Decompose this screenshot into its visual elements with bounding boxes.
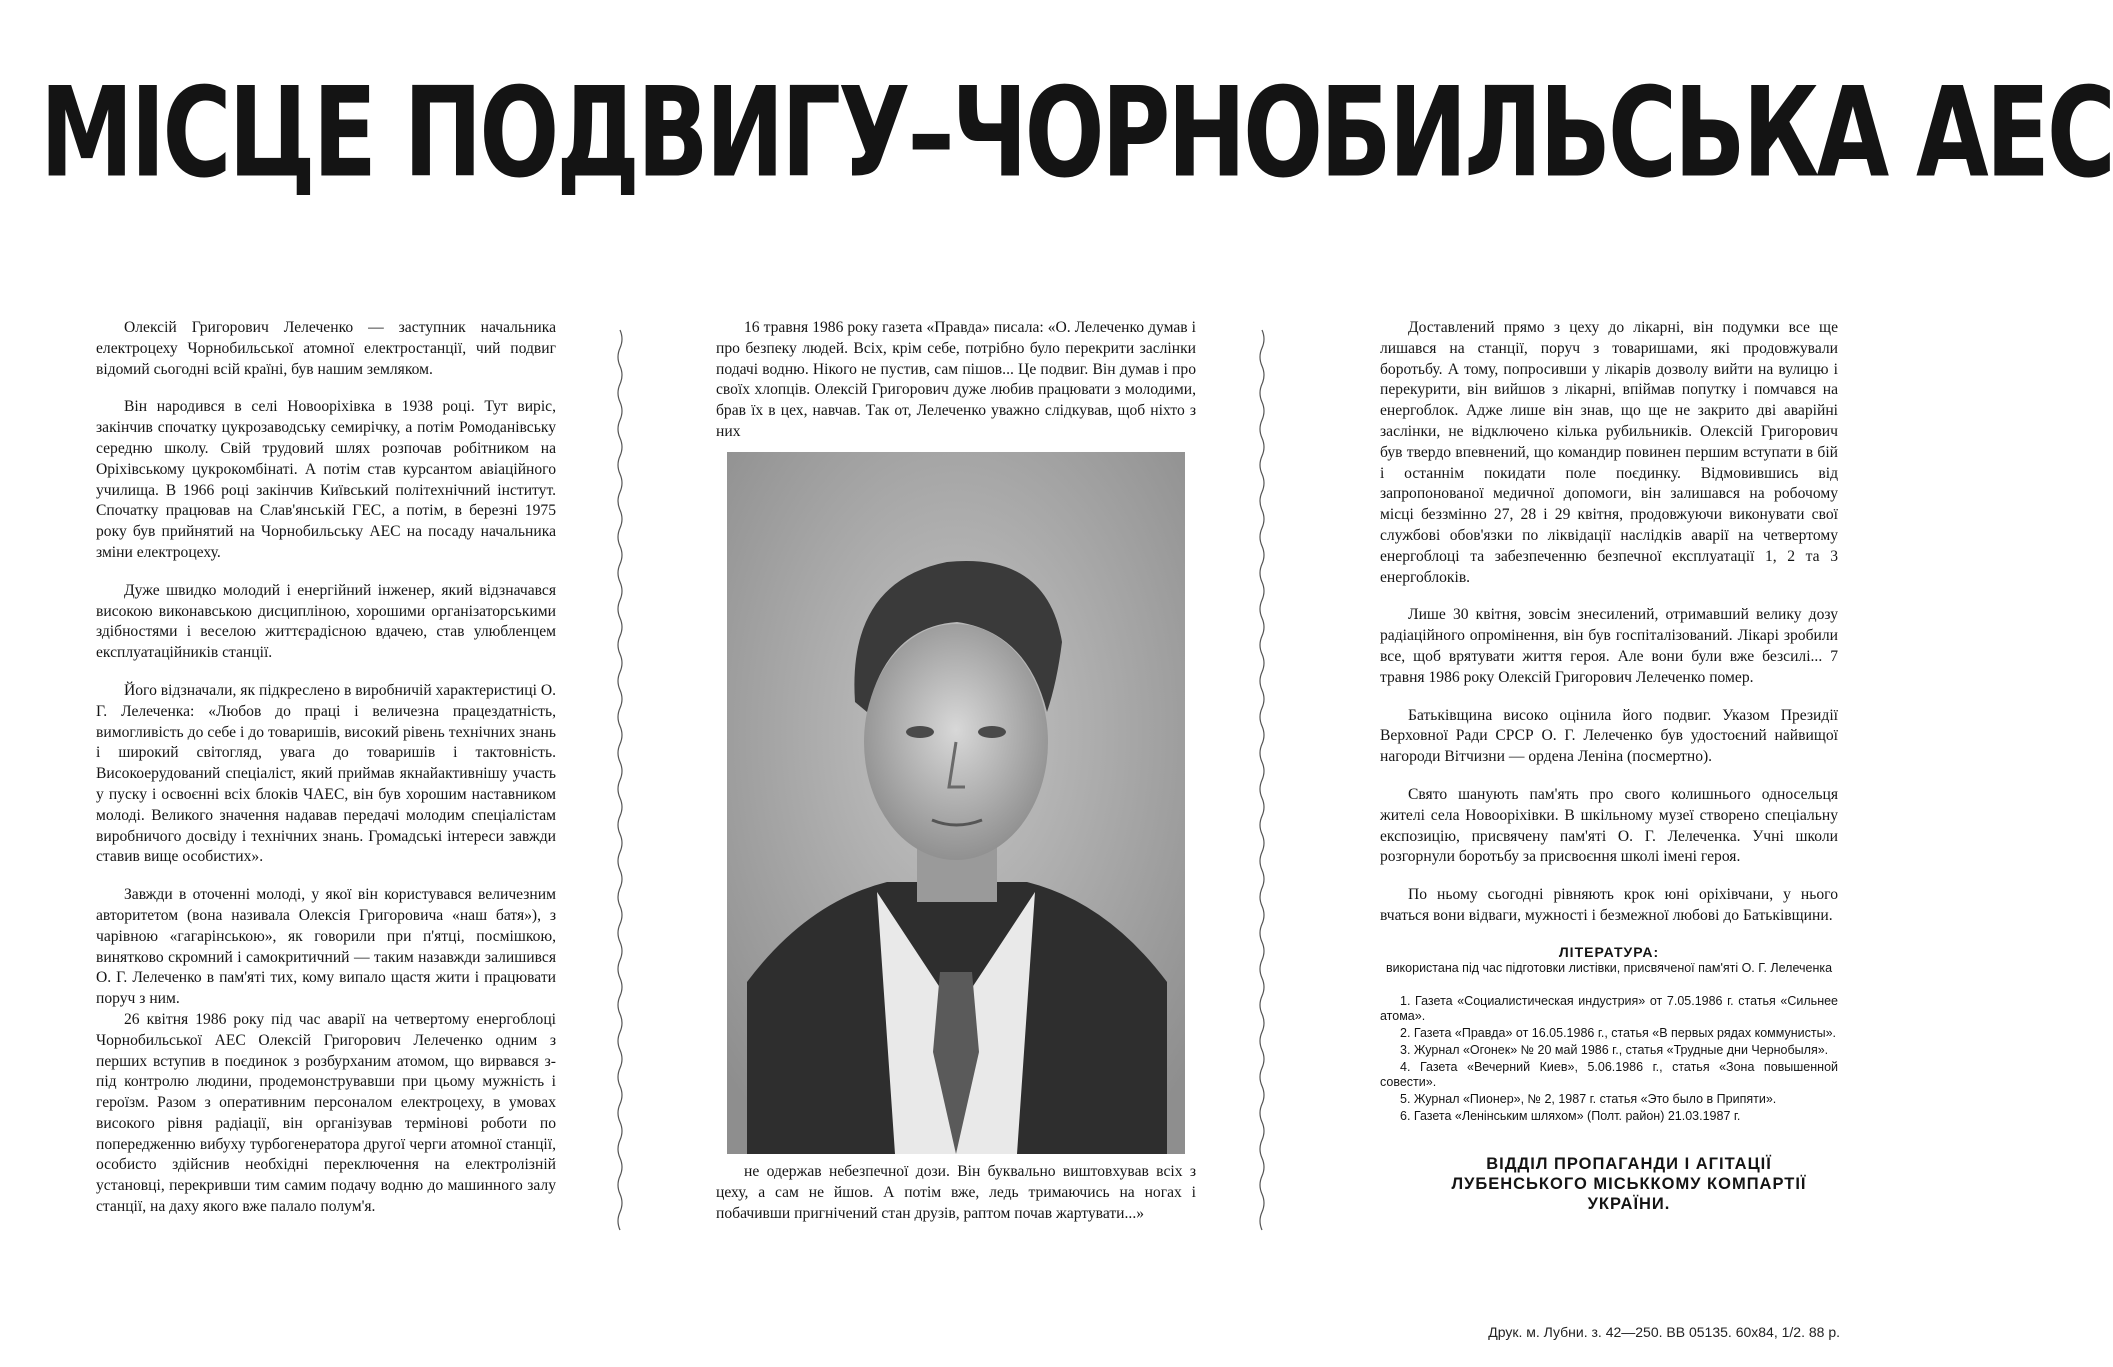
- paragraph: 16 травня 1986 року газета «Правда» писала: «О. Лелеченко думав і про безпеку людей. Всіх, крім себе, потрібно було перекрити заслінки подачі водню. Нікого не пустив, сам пішов... Це подвиг. Він думав і про своїх хлопців. Олексій Григорович дуже любив працювати з молодими, брав їх в цех, навчав. Так от, Лелеченко уважно слідкував, щоб ніхто з них: [716, 319, 1196, 440]
- wavy-divider-right: [1256, 330, 1268, 1230]
- literature-item: 3. Журнал «Огонек» № 20 май 1986 г., статья «Трудные дни Чернобыля».: [1400, 1042, 1829, 1057]
- paragraph: Його відзначали, як підкреслено в виробничій характеристиці О. Г. Лелеченка: «Любов до праці і величезна працездатність, вимогливість до себе і до товаришів, високий рівень технічних знань і широкий світогляд, увага до товаришів і тактовність. Високоерудований спеціаліст, який приймав якнайактивнішу участь у пуску і освоєнні всіх блоків ЧАЕС, він був хорошим наставником молоді. Великого значення надавав передачі молодим спеціалістам виробничого досвіду і технічних знань. Громадські інтереси завжди ставив вище особистих».: [96, 681, 556, 866]
- left-column: [96, 318, 556, 1235]
- print-imprint: Друк. м. Лубни. з. 42—250. ВВ 05135. 60х84, 1/2. 88 р.: [1488, 1324, 1840, 1340]
- paragraph: Батьківщина високо оцінила його подвиг. Указом Президії Верховної Ради СРСР О. Г. Лелеченко був удостоєний найвищої нагороди Вітчизни — ордена Леніна (посмертно).: [1380, 706, 1838, 766]
- literature-section: [1380, 944, 1838, 1124]
- paragraph: не одержав небезпечної дози. Він буквально виштовхував всіх з цеху, а сам не йшов. А потім вже, ледь тримаючись на ногах і побачивши пригнічений стан друзів, раптом почав жартувати...»: [716, 1163, 1196, 1222]
- middle-column-top: [716, 318, 1196, 460]
- poster-title: МІСЦЕ ПОДВИГУ–ЧОРНОБИЛЬСЬКА АЕС: [40, 62, 2113, 206]
- literature-item: 6. Газета «Ленінським шляхом» (Полт. район) 21.03.1987 г.: [1400, 1108, 1741, 1123]
- literature-item: 4. Газета «Вечерний Киев», 5.06.1986 г., статья «Зона повышенной совести».: [1380, 1059, 1838, 1089]
- paragraph: Завжди в оточенні молоді, у якої він користувався величезним авторитетом (вона називала Олексія Григоровича «наш батя»), з чарівною «гагарінською», як говорили при п'ятці, посмішкою, винятково скромний і самокритичний — таким назавжди залишився О. Г. Лелеченко в пам'яті тих, кому випало щастя жити і працювати поруч з ним.: [96, 886, 556, 1008]
- paragraph: Лише 30 квітня, зовсім знесилений, отримавший велику дозу радіаційного опромінення, він був госпіталізований. Лікарі зробили все, щоб врятувати життя героя. Але вони були вже безсилі... 7 травня 1986 року Олексій Григорович Лелеченко помер.: [1380, 606, 1838, 686]
- paragraph: 26 квітня 1986 року під час аварії на четвертому енергоблоці Чорнобильської АЕС Олексій Григорович Лелеченко одним з перших вступив в поєдинок з розбурханим атомом, що вирвався з-під контролю людини, продемонструвавши при цьому мужність і героїзм. Разом з оперативним персоналом електроцеху, в умовах високого рівня радіації, він організував термінові роботи по попередженню вибуху турбогенератора другої черги атомної станції, особисто здійснив необхідні переключення на електролізній установці, перекривши тим самим подачу водню до машинного залу станції, на даху якого вже палало полум'я.: [96, 1010, 556, 1216]
- literature-item: 1. Газета «Социалистическая индустрия» от 7.05.1986 г. статья «Сильнее атома».: [1380, 993, 1838, 1023]
- right-column: [1380, 318, 1838, 1214]
- portrait-photo: [727, 452, 1185, 1154]
- literature-heading: ЛІТЕРАТУРА:: [1558, 943, 1660, 960]
- paragraph: По ньому сьогодні рівняють крок юні оріхівчани, у нього вчаться вони відваги, мужності і безмежної любові до Батьківщини.: [1380, 886, 1838, 924]
- portrait-illustration: [727, 452, 1185, 1154]
- paragraph: Він народився в селі Новооріхівка в 1938 році. Тут виріс, закінчив спочатку цукрозаводську семирічку, а потім Ромоданівську середню школу. Свій трудовий шлях розпочав робітником на Оріхівському цукрокомбінаті. А потім став курсантом авіаційного училища. В 1966 році закінчив Київський політехнічний інститут. Спочатку працював на Слав'янській ГЕС, а потім, в березні 1975 року був прийнятий на Чорнобильську АЕС на посаду начальника зміни електроцеху.: [96, 398, 556, 561]
- literature-item: 2. Газета «Правда» от 16.05.1986 г., статья «В первых рядах коммунисты».: [1400, 1025, 1837, 1040]
- literature-item: 5. Журнал «Пионер», № 2, 1987 г. статья «Это было в Припяти».: [1400, 1091, 1777, 1106]
- wavy-divider-left: [614, 330, 626, 1230]
- middle-column-bottom: [716, 1162, 1196, 1241]
- paragraph: Свято шанують пам'ять про свого колишнього односельця жителі села Новооріхівки. В шкільному музеї створено спеціальну експозицію, присвячену пам'яті О. Г. Лелеченка. Учні школи розгорнули боротьбу за присвоєння школі імені героя.: [1380, 785, 1838, 866]
- paragraph: Олексій Григорович Лелеченко — заступник начальника електроцеху Чорнобильської атомної електростанції, чий подвиг відомий сьогодні всій країні, був нашим земляком.: [96, 319, 556, 378]
- paragraph: Доставлений прямо з цеху до лікарні, він подумки все ще лишався на станції, поруч з товаришами, які продовжували боротьбу. А тому, попросивши у лікарів дозволу вийти на вулицю і перекурити, він вийшов з лікарні, впіймав попутку і помчався на енергоблок. Адже лише він знав, що ще не закрито дві аварійні заслінки, не відключено кілька рубильників. Олексій Григорович був твердо впевнений, що командир повинен першим вступати в бій і останнім покидати поле поєдинку. Відмовившись від запропонованої медичної допомоги, він залишався на робочому місці беззмінно 27, 28 і 29 квітня, продовжуючи виконувати свої службові обов'язки по ліквідації наслідків аварії на четвертому енергоблоці та забезпеченню безпечної експлуатації 1, 2 та 3 енергоблоків.: [1380, 319, 1838, 586]
- literature-subheading: використана під час підготовки листівки, присвяченої пам'яті О. Г. Лелеченка: [1385, 960, 1833, 975]
- paragraph: Дуже швидко молодий і енергійний інженер, який відзначався високою виконавською дисципліною, хорошими організаторськими здібностями і веселою життєрадісною вдачею, став улюбленцем експлуатаційників станції.: [96, 581, 556, 662]
- publisher-department: ВІДДІЛ ПРОПАГАНДИ І АГІТАЦІЇ ЛУБЕНСЬКОГО МІСЬККОМУ КОМПАРТІЇ УКРАЇНИ.: [1451, 1154, 1807, 1213]
